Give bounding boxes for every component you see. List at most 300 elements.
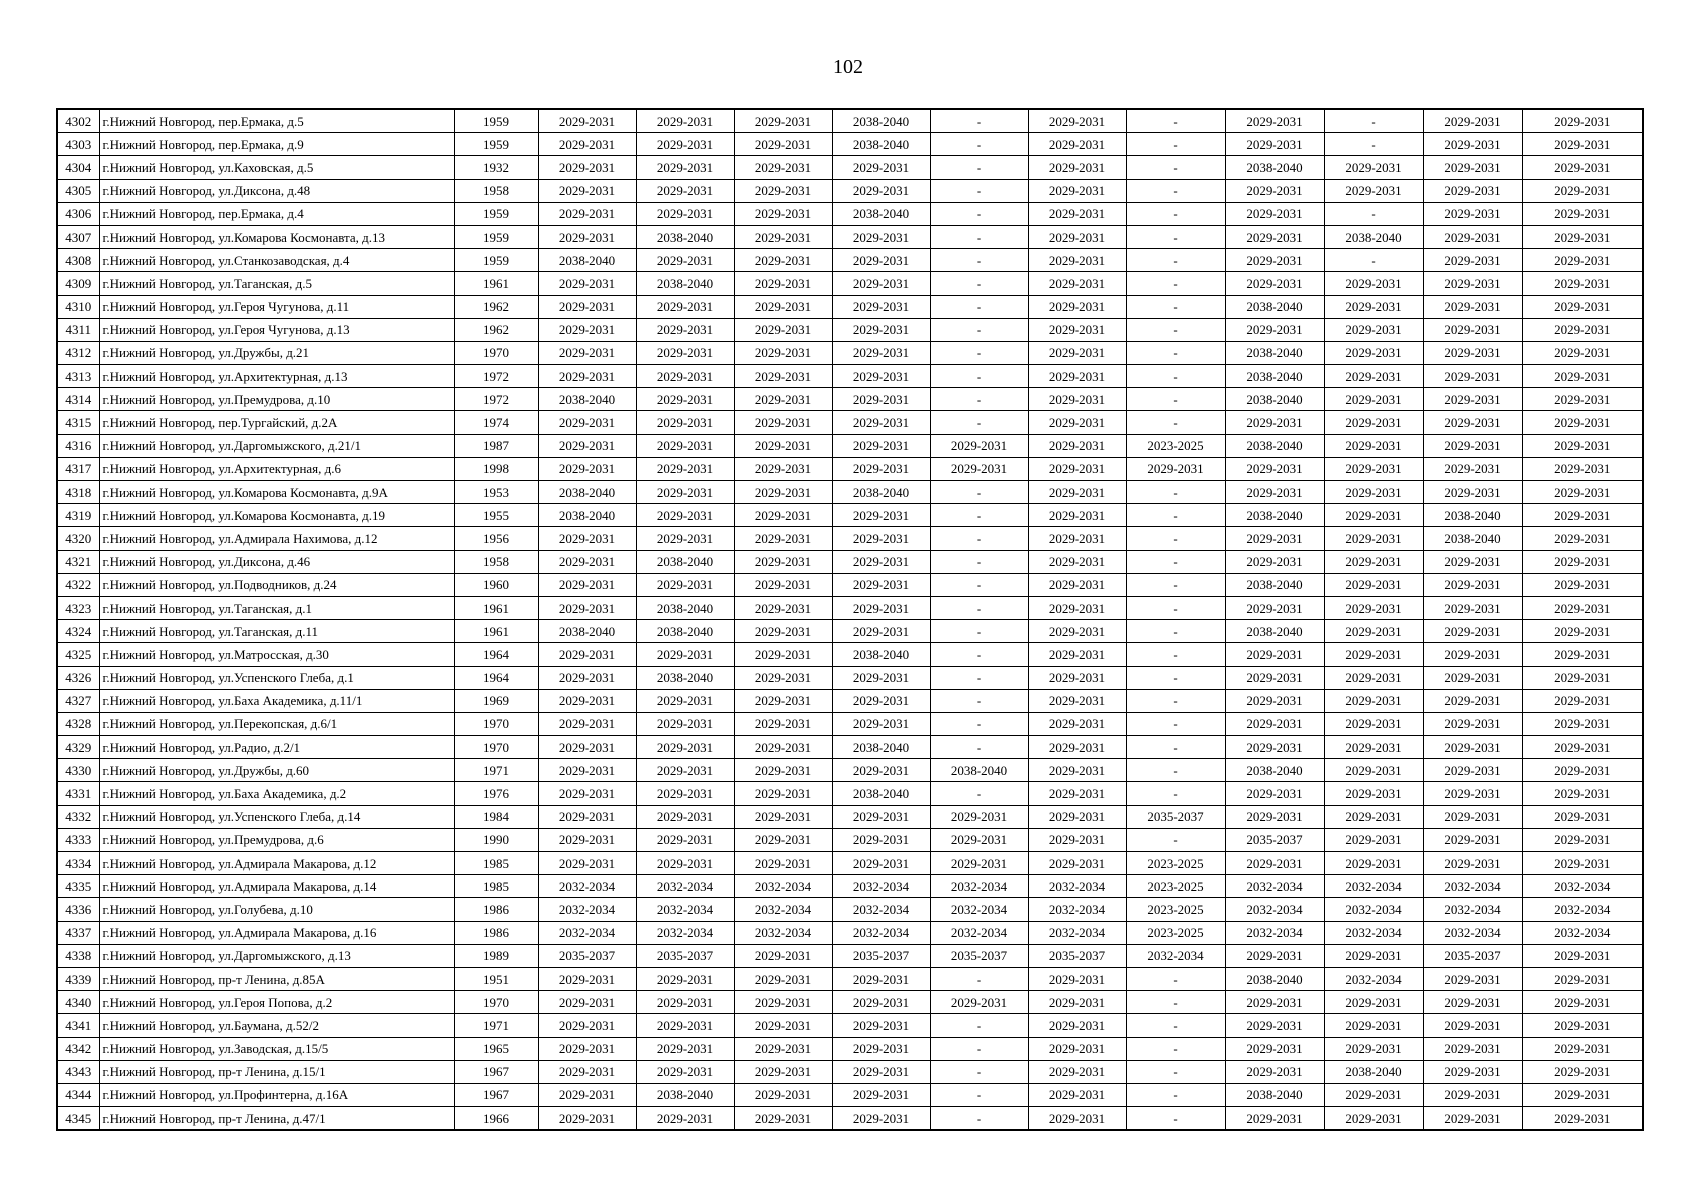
period-cell: 2035-2037 — [1225, 828, 1324, 851]
record-number-cell: 4317 — [57, 457, 99, 480]
period-cell: 2029-2031 — [1423, 481, 1522, 504]
record-number-cell: 4329 — [57, 736, 99, 759]
period-cell: 2029-2031 — [1225, 782, 1324, 805]
record-number-cell: 4313 — [57, 365, 99, 388]
table-row — [57, 1060, 1643, 1083]
period-cell: 2029-2031 — [832, 620, 930, 643]
period-cell: - — [930, 967, 1028, 990]
period-cell: 2032-2034 — [1324, 967, 1423, 990]
table-row — [57, 736, 1643, 759]
period-cell: 2029-2031 — [1028, 596, 1126, 619]
period-cell: 2029-2031 — [1522, 736, 1643, 759]
period-cell: 2029-2031 — [1522, 133, 1643, 156]
period-cell: 2038-2040 — [538, 504, 636, 527]
period-cell: 2029-2031 — [1028, 295, 1126, 318]
table-row — [57, 666, 1643, 689]
period-cell: 2029-2031 — [636, 1037, 734, 1060]
period-cell: - — [930, 1037, 1028, 1060]
period-cell: 2029-2031 — [538, 295, 636, 318]
period-cell: 2032-2034 — [1423, 898, 1522, 921]
address-cell: г.Нижний Новгород, пр-т Ленина, д.47/1 — [99, 1107, 454, 1131]
period-cell: 2038-2040 — [1225, 504, 1324, 527]
year-built-cell: 1998 — [454, 457, 538, 480]
year-built-cell: 1976 — [454, 782, 538, 805]
period-cell: 2029-2031 — [832, 156, 930, 179]
table-row — [57, 550, 1643, 573]
period-cell: - — [1126, 596, 1225, 619]
period-cell: 2029-2031 — [538, 666, 636, 689]
year-built-cell: 1970 — [454, 736, 538, 759]
period-cell: 2029-2031 — [1522, 828, 1643, 851]
period-cell: 2029-2031 — [734, 596, 832, 619]
year-built-cell: 1955 — [454, 504, 538, 527]
period-cell: 2029-2031 — [1324, 318, 1423, 341]
period-cell: 2029-2031 — [1522, 852, 1643, 875]
period-cell: 2038-2040 — [636, 1083, 734, 1106]
address-cell: г.Нижний Новгород, ул.Каховская, д.5 — [99, 156, 454, 179]
period-cell: 2029-2031 — [734, 318, 832, 341]
year-built-cell: 1987 — [454, 434, 538, 457]
period-cell: 2029-2031 — [734, 666, 832, 689]
period-cell: 2029-2031 — [538, 550, 636, 573]
period-cell: 2029-2031 — [1423, 782, 1522, 805]
period-cell: 2029-2031 — [734, 202, 832, 225]
address-cell: г.Нижний Новгород, ул.Успенского Глеба, д.14 — [99, 805, 454, 828]
period-cell: 2029-2031 — [832, 504, 930, 527]
period-cell: 2032-2034 — [734, 898, 832, 921]
period-cell: 2029-2031 — [1423, 596, 1522, 619]
record-number-cell: 4342 — [57, 1037, 99, 1060]
period-cell: 2029-2031 — [538, 365, 636, 388]
address-cell: г.Нижний Новгород, пр-т Ленина, д.85А — [99, 967, 454, 990]
record-number-cell: 4312 — [57, 341, 99, 364]
address-cell: г.Нижний Новгород, ул.Профинтерна, д.16А — [99, 1083, 454, 1106]
record-number-cell: 4311 — [57, 318, 99, 341]
period-cell: - — [1126, 249, 1225, 272]
period-cell: - — [1126, 225, 1225, 248]
period-cell: 2029-2031 — [734, 527, 832, 550]
period-cell: - — [1126, 365, 1225, 388]
period-cell: - — [1126, 156, 1225, 179]
period-cell: 2029-2031 — [1522, 967, 1643, 990]
period-cell: 2029-2031 — [1225, 596, 1324, 619]
record-number-cell: 4307 — [57, 225, 99, 248]
address-cell: г.Нижний Новгород, ул.Перекопская, д.6/1 — [99, 712, 454, 735]
period-cell: 2038-2040 — [538, 481, 636, 504]
period-cell: 2029-2031 — [538, 967, 636, 990]
period-cell: 2029-2031 — [832, 759, 930, 782]
period-cell: - — [930, 620, 1028, 643]
table-row — [57, 620, 1643, 643]
period-cell: 2029-2031 — [1126, 457, 1225, 480]
period-cell: 2029-2031 — [832, 573, 930, 596]
address-cell: г.Нижний Новгород, ул.Героя Попова, д.2 — [99, 991, 454, 1014]
period-cell: 2029-2031 — [1324, 991, 1423, 1014]
period-cell: 2035-2037 — [832, 944, 930, 967]
period-cell: 2029-2031 — [1324, 852, 1423, 875]
period-cell: 2029-2031 — [832, 805, 930, 828]
period-cell: - — [1324, 133, 1423, 156]
table-row — [57, 782, 1643, 805]
record-number-cell: 4319 — [57, 504, 99, 527]
period-cell: 2029-2031 — [1028, 504, 1126, 527]
table-row — [57, 318, 1643, 341]
period-cell: 2029-2031 — [538, 272, 636, 295]
period-cell: - — [1126, 1037, 1225, 1060]
period-cell: 2029-2031 — [832, 1037, 930, 1060]
period-cell: 2029-2031 — [832, 852, 930, 875]
address-cell: г.Нижний Новгород, ул.Адмирала Нахимова, д.12 — [99, 527, 454, 550]
period-cell: 2029-2031 — [734, 109, 832, 133]
period-cell: 2035-2037 — [930, 944, 1028, 967]
address-cell: г.Нижний Новгород, ул.Даргомыжского, д.13 — [99, 944, 454, 967]
period-cell: 2038-2040 — [1225, 573, 1324, 596]
period-cell: 2029-2031 — [1423, 318, 1522, 341]
period-cell: 2029-2031 — [1522, 388, 1643, 411]
year-built-cell: 1959 — [454, 202, 538, 225]
period-cell: 2029-2031 — [636, 341, 734, 364]
year-built-cell: 1958 — [454, 550, 538, 573]
registry-table — [56, 108, 1644, 1131]
period-cell: - — [1126, 828, 1225, 851]
period-cell: 2032-2034 — [538, 898, 636, 921]
table-row — [57, 875, 1643, 898]
year-built-cell: 1956 — [454, 527, 538, 550]
period-cell: 2029-2031 — [1028, 133, 1126, 156]
record-number-cell: 4345 — [57, 1107, 99, 1131]
period-cell: 2029-2031 — [1522, 782, 1643, 805]
period-cell: 2029-2031 — [538, 1083, 636, 1106]
period-cell: 2029-2031 — [1324, 1083, 1423, 1106]
year-built-cell: 1989 — [454, 944, 538, 967]
period-cell: 2029-2031 — [1423, 666, 1522, 689]
period-cell: 2029-2031 — [734, 411, 832, 434]
period-cell: 2029-2031 — [1028, 434, 1126, 457]
period-cell: - — [1126, 318, 1225, 341]
period-cell: 2029-2031 — [636, 457, 734, 480]
period-cell: 2029-2031 — [1423, 805, 1522, 828]
period-cell: - — [1126, 341, 1225, 364]
period-cell: 2032-2034 — [1126, 944, 1225, 967]
period-cell: 2029-2031 — [1423, 434, 1522, 457]
table-row — [57, 156, 1643, 179]
table-row — [57, 1107, 1643, 1131]
period-cell: - — [1126, 550, 1225, 573]
year-built-cell: 1985 — [454, 852, 538, 875]
period-cell: 2029-2031 — [1423, 133, 1522, 156]
address-cell: г.Нижний Новгород, пер.Тургайский, д.2А — [99, 411, 454, 434]
record-number-cell: 4334 — [57, 852, 99, 875]
period-cell: 2029-2031 — [832, 1107, 930, 1131]
period-cell: 2029-2031 — [1423, 1060, 1522, 1083]
table-row — [57, 341, 1643, 364]
period-cell: 2029-2031 — [1028, 550, 1126, 573]
period-cell: 2032-2034 — [930, 875, 1028, 898]
record-number-cell: 4323 — [57, 596, 99, 619]
period-cell: 2029-2031 — [1423, 156, 1522, 179]
period-cell: 2038-2040 — [538, 249, 636, 272]
period-cell: 2029-2031 — [1423, 573, 1522, 596]
period-cell: 2038-2040 — [538, 620, 636, 643]
period-cell: - — [1126, 620, 1225, 643]
table-row — [57, 944, 1643, 967]
period-cell: 2029-2031 — [636, 504, 734, 527]
period-cell: 2029-2031 — [1028, 156, 1126, 179]
period-cell: 2029-2031 — [538, 341, 636, 364]
period-cell: 2029-2031 — [1522, 620, 1643, 643]
period-cell: 2029-2031 — [538, 225, 636, 248]
period-cell: 2029-2031 — [1225, 712, 1324, 735]
period-cell: 2029-2031 — [1522, 249, 1643, 272]
address-cell: г.Нижний Новгород, ул.Адмирала Макарова, д.14 — [99, 875, 454, 898]
period-cell: 2029-2031 — [1028, 573, 1126, 596]
period-cell: - — [930, 365, 1028, 388]
period-cell: 2029-2031 — [1423, 388, 1522, 411]
period-cell: 2029-2031 — [636, 991, 734, 1014]
period-cell: 2029-2031 — [734, 1083, 832, 1106]
period-cell: - — [930, 202, 1028, 225]
table-row — [57, 411, 1643, 434]
period-cell: 2029-2031 — [1324, 828, 1423, 851]
period-cell: 2029-2031 — [538, 133, 636, 156]
period-cell: 2029-2031 — [1225, 109, 1324, 133]
period-cell: 2029-2031 — [832, 1014, 930, 1037]
period-cell: 2029-2031 — [538, 179, 636, 202]
period-cell: 2029-2031 — [538, 852, 636, 875]
record-number-cell: 4337 — [57, 921, 99, 944]
period-cell: 2029-2031 — [930, 434, 1028, 457]
record-number-cell: 4336 — [57, 898, 99, 921]
address-cell: г.Нижний Новгород, пер.Ермака, д.4 — [99, 202, 454, 225]
period-cell: 2029-2031 — [734, 1107, 832, 1131]
period-cell: - — [1126, 272, 1225, 295]
period-cell: 2029-2031 — [1522, 434, 1643, 457]
period-cell: 2029-2031 — [1028, 318, 1126, 341]
table-row — [57, 596, 1643, 619]
period-cell: - — [930, 249, 1028, 272]
period-cell: 2029-2031 — [1324, 179, 1423, 202]
period-cell: 2029-2031 — [1324, 550, 1423, 573]
period-cell: 2035-2037 — [1423, 944, 1522, 967]
period-cell: 2029-2031 — [636, 249, 734, 272]
period-cell: 2029-2031 — [1225, 852, 1324, 875]
record-number-cell: 4333 — [57, 828, 99, 851]
period-cell: 2029-2031 — [1423, 272, 1522, 295]
period-cell: 2029-2031 — [1324, 527, 1423, 550]
period-cell: 2029-2031 — [1028, 782, 1126, 805]
period-cell: - — [1126, 527, 1225, 550]
address-cell: г.Нижний Новгород, ул.Радио, д.2/1 — [99, 736, 454, 759]
period-cell: 2029-2031 — [734, 179, 832, 202]
period-cell: 2038-2040 — [636, 225, 734, 248]
period-cell: 2029-2031 — [1225, 805, 1324, 828]
record-number-cell: 4309 — [57, 272, 99, 295]
period-cell: 2029-2031 — [636, 689, 734, 712]
year-built-cell: 1958 — [454, 179, 538, 202]
year-built-cell: 1959 — [454, 133, 538, 156]
period-cell: 2029-2031 — [1028, 666, 1126, 689]
period-cell: 2029-2031 — [1423, 1037, 1522, 1060]
table-row — [57, 109, 1643, 133]
period-cell: 2029-2031 — [1522, 481, 1643, 504]
period-cell: 2029-2031 — [832, 1060, 930, 1083]
year-built-cell: 1971 — [454, 759, 538, 782]
period-cell: - — [930, 712, 1028, 735]
record-number-cell: 4324 — [57, 620, 99, 643]
period-cell: - — [930, 573, 1028, 596]
period-cell: - — [1126, 689, 1225, 712]
period-cell: 2029-2031 — [1522, 643, 1643, 666]
period-cell: 2038-2040 — [1225, 967, 1324, 990]
period-cell: 2038-2040 — [1225, 388, 1324, 411]
address-cell: г.Нижний Новгород, пер.Ермака, д.5 — [99, 109, 454, 133]
period-cell: 2032-2034 — [636, 921, 734, 944]
period-cell: 2038-2040 — [636, 620, 734, 643]
record-number-cell: 4302 — [57, 109, 99, 133]
table-row — [57, 179, 1643, 202]
period-cell: 2029-2031 — [1522, 573, 1643, 596]
period-cell: 2029-2031 — [930, 991, 1028, 1014]
period-cell: 2029-2031 — [1423, 550, 1522, 573]
period-cell: 2029-2031 — [734, 481, 832, 504]
period-cell: 2029-2031 — [1324, 689, 1423, 712]
period-cell: 2029-2031 — [636, 156, 734, 179]
period-cell: 2029-2031 — [1028, 179, 1126, 202]
address-cell: г.Нижний Новгород, ул.Дружбы, д.60 — [99, 759, 454, 782]
period-cell: 2029-2031 — [1225, 550, 1324, 573]
period-cell: 2029-2031 — [636, 643, 734, 666]
period-cell: 2029-2031 — [1423, 643, 1522, 666]
table-row — [57, 991, 1643, 1014]
period-cell: 2029-2031 — [1423, 828, 1522, 851]
year-built-cell: 1960 — [454, 573, 538, 596]
period-cell: 2029-2031 — [832, 991, 930, 1014]
table-row — [57, 573, 1643, 596]
period-cell: - — [930, 272, 1028, 295]
period-cell: 2029-2031 — [832, 596, 930, 619]
period-cell: 2029-2031 — [1028, 411, 1126, 434]
period-cell: 2038-2040 — [832, 481, 930, 504]
period-cell: 2032-2034 — [538, 875, 636, 898]
period-cell: 2029-2031 — [1522, 109, 1643, 133]
period-cell: - — [1126, 759, 1225, 782]
period-cell: 2023-2025 — [1126, 852, 1225, 875]
record-number-cell: 4314 — [57, 388, 99, 411]
period-cell: 2029-2031 — [538, 689, 636, 712]
period-cell: 2029-2031 — [1028, 759, 1126, 782]
period-cell: 2029-2031 — [538, 457, 636, 480]
year-built-cell: 1961 — [454, 620, 538, 643]
address-cell: г.Нижний Новгород, ул.Баха Академика, д.2 — [99, 782, 454, 805]
table-row — [57, 133, 1643, 156]
period-cell: 2029-2031 — [636, 318, 734, 341]
period-cell: 2029-2031 — [832, 434, 930, 457]
address-cell: г.Нижний Новгород, ул.Адмирала Макарова, д.16 — [99, 921, 454, 944]
period-cell: 2029-2031 — [1522, 1060, 1643, 1083]
period-cell: 2029-2031 — [930, 805, 1028, 828]
period-cell: 2029-2031 — [538, 411, 636, 434]
period-cell: 2029-2031 — [734, 736, 832, 759]
period-cell: - — [930, 596, 1028, 619]
period-cell: 2029-2031 — [636, 805, 734, 828]
period-cell: 2029-2031 — [1423, 365, 1522, 388]
period-cell: 2029-2031 — [1028, 388, 1126, 411]
year-built-cell: 1974 — [454, 411, 538, 434]
period-cell: 2029-2031 — [734, 341, 832, 364]
period-cell: 2029-2031 — [1028, 712, 1126, 735]
period-cell: 2029-2031 — [1225, 1014, 1324, 1037]
period-cell: 2029-2031 — [1423, 411, 1522, 434]
period-cell: 2029-2031 — [1423, 225, 1522, 248]
period-cell: 2029-2031 — [734, 249, 832, 272]
record-number-cell: 4339 — [57, 967, 99, 990]
period-cell: 2029-2031 — [1324, 712, 1423, 735]
period-cell: 2038-2040 — [1225, 434, 1324, 457]
period-cell: 2029-2031 — [832, 689, 930, 712]
period-cell: 2029-2031 — [636, 434, 734, 457]
period-cell: 2032-2034 — [832, 875, 930, 898]
period-cell: 2029-2031 — [1522, 411, 1643, 434]
period-cell: 2029-2031 — [636, 782, 734, 805]
year-built-cell: 1951 — [454, 967, 538, 990]
period-cell: 2029-2031 — [1522, 944, 1643, 967]
period-cell: 2029-2031 — [734, 1037, 832, 1060]
period-cell: 2029-2031 — [1028, 736, 1126, 759]
period-cell: 2032-2034 — [734, 921, 832, 944]
period-cell: 2029-2031 — [832, 249, 930, 272]
period-cell: 2029-2031 — [832, 225, 930, 248]
period-cell: - — [930, 225, 1028, 248]
period-cell: 2029-2031 — [538, 805, 636, 828]
table-row — [57, 1083, 1643, 1106]
period-cell: - — [930, 666, 1028, 689]
period-cell: 2029-2031 — [636, 573, 734, 596]
period-cell: 2029-2031 — [538, 109, 636, 133]
period-cell: - — [930, 156, 1028, 179]
record-number-cell: 4305 — [57, 179, 99, 202]
period-cell: 2038-2040 — [1225, 156, 1324, 179]
period-cell: 2029-2031 — [636, 365, 734, 388]
period-cell: 2029-2031 — [538, 156, 636, 179]
period-cell: 2029-2031 — [832, 1083, 930, 1106]
period-cell: 2029-2031 — [1324, 295, 1423, 318]
period-cell: - — [1126, 967, 1225, 990]
period-cell: 2023-2025 — [1126, 921, 1225, 944]
period-cell: - — [930, 481, 1028, 504]
period-cell: 2029-2031 — [1324, 365, 1423, 388]
period-cell: 2029-2031 — [1225, 1060, 1324, 1083]
period-cell: 2032-2034 — [930, 921, 1028, 944]
address-cell: г.Нижний Новгород, ул.Таганская, д.5 — [99, 272, 454, 295]
table-row — [57, 527, 1643, 550]
period-cell: 2029-2031 — [734, 967, 832, 990]
period-cell: 2038-2040 — [832, 736, 930, 759]
period-cell: 2038-2040 — [1324, 225, 1423, 248]
year-built-cell: 1965 — [454, 1037, 538, 1060]
period-cell: 2029-2031 — [636, 967, 734, 990]
period-cell: 2029-2031 — [734, 620, 832, 643]
period-cell: 2029-2031 — [1028, 225, 1126, 248]
period-cell: 2029-2031 — [636, 411, 734, 434]
period-cell: 2029-2031 — [636, 179, 734, 202]
period-cell: 2029-2031 — [1522, 666, 1643, 689]
period-cell: 2029-2031 — [636, 828, 734, 851]
period-cell: 2038-2040 — [832, 643, 930, 666]
year-built-cell: 1984 — [454, 805, 538, 828]
period-cell: 2029-2031 — [636, 388, 734, 411]
period-cell: 2029-2031 — [1028, 272, 1126, 295]
period-cell: 2038-2040 — [930, 759, 1028, 782]
